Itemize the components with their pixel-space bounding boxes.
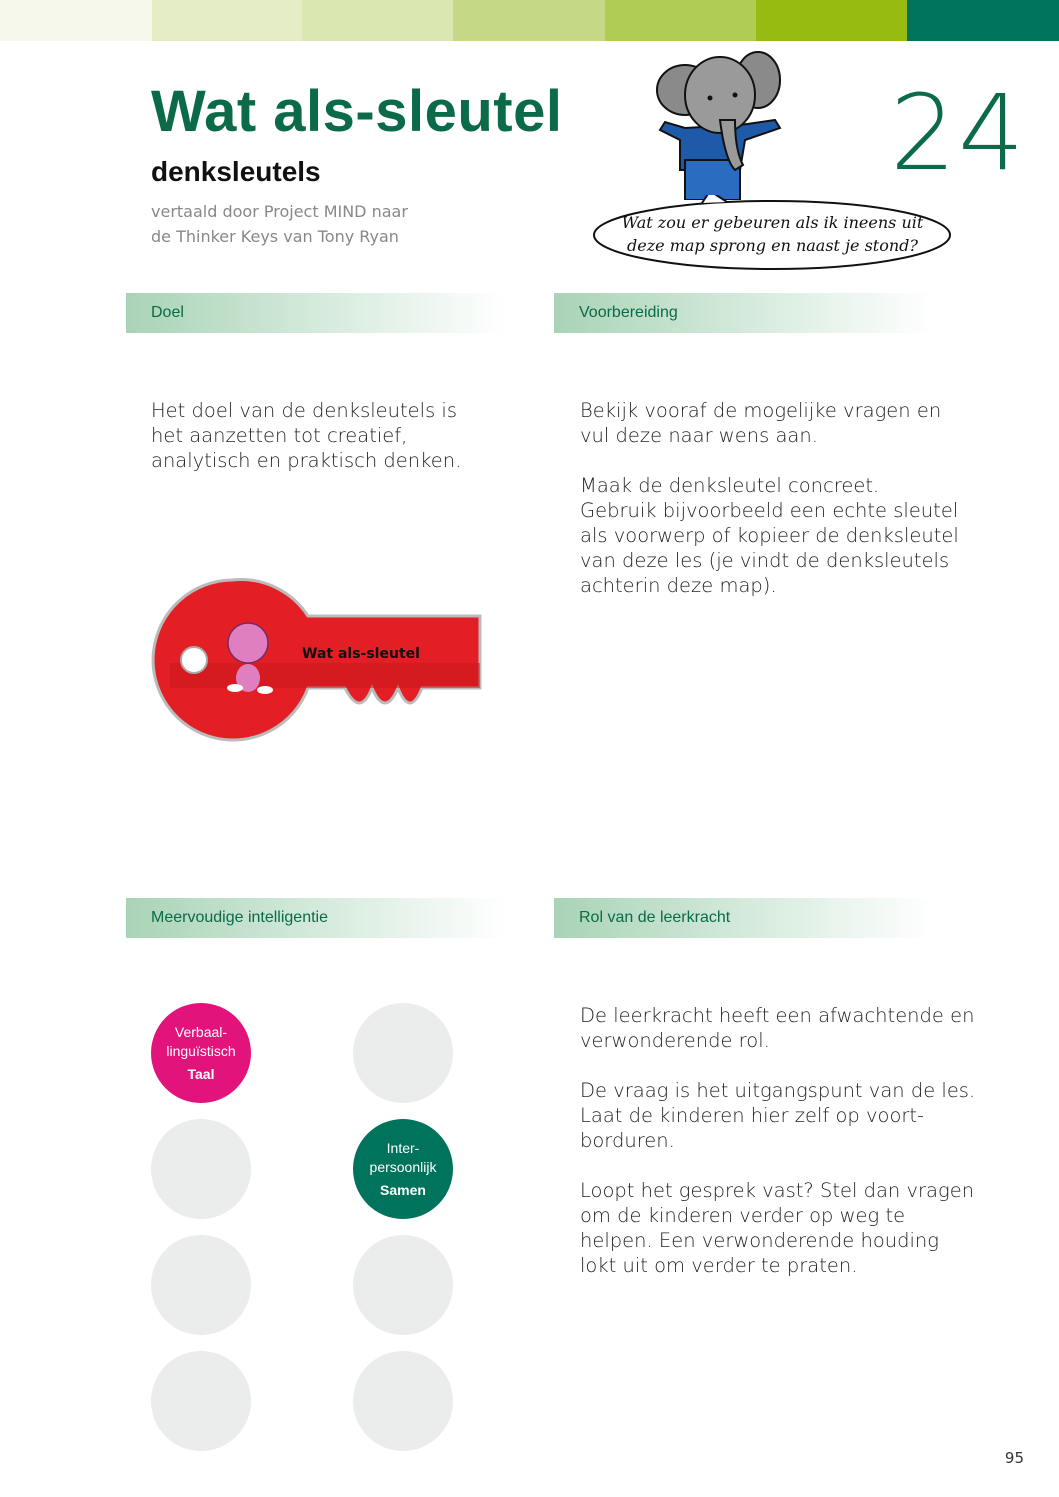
paragraph: Maak de denksleutel concreet. Gebruik bijvoorbeeld een echte sleutel als voorwerp of kopieer de denksleutel van deze les (je vindt de denksleutels achterin deze map). <box>580 474 959 597</box>
intelligence-circle-samen <box>353 1119 453 1219</box>
voorbereiding-text <box>580 398 960 623</box>
intelligence-circle-empty <box>151 1351 251 1451</box>
section-header-voorbereiding: Voorbereiding <box>554 293 934 333</box>
intelligence-circle-empty <box>353 1235 453 1335</box>
intelligence-circle-empty <box>353 1351 453 1451</box>
section-header-doel: Doel <box>126 293 506 333</box>
lesson-number: 24 <box>890 72 1027 194</box>
paragraph: De vraag is het uitgangspunt van de les. Laat de kinderen hier zelf op voort-borduren. <box>580 1079 976 1152</box>
credit-line: vertaald door Project MIND naar <box>151 202 408 221</box>
doel-text <box>151 398 491 498</box>
intelligence-name: persoonlijk <box>369 1158 437 1175</box>
intelligence-name: Verbaal- <box>174 1023 228 1040</box>
speech-line: Wat zou er gebeuren als ik ineens uit <box>621 213 924 232</box>
intelligence-circle-empty <box>151 1119 251 1219</box>
section-header-rol: Rol van de leerkracht <box>554 898 934 938</box>
page-number: 95 <box>1004 1449 1024 1467</box>
section-header-intelligentie: Meervoudige intelligentie <box>126 898 506 938</box>
stripe <box>0 0 152 41</box>
credit-text <box>151 199 451 249</box>
paragraph: De leerkracht heeft een afwachtende en verwonderende rol. <box>580 1004 975 1052</box>
page-title: Wat als-sleutel <box>151 79 563 144</box>
intelligence-label: Taal <box>187 1065 215 1082</box>
stripe <box>453 0 605 41</box>
intelligence-circle-empty <box>151 1235 251 1335</box>
stripe <box>302 0 453 41</box>
stripe <box>756 0 907 41</box>
stripe <box>605 0 756 41</box>
paragraph: Bekijk vooraf de mogelijke vragen en vul deze naar wens aan. <box>580 399 942 447</box>
stripe <box>907 0 1059 41</box>
speech-line: deze map sprong en naast je stond? <box>627 236 918 255</box>
credit-line: de Thinker Keys van Tony Ryan <box>151 227 399 246</box>
intelligence-circle-taal <box>151 1003 251 1103</box>
elephant-illustration <box>640 50 800 200</box>
intelligence-circle-empty <box>353 1003 453 1103</box>
intelligence-name: linguïstisch <box>166 1042 236 1059</box>
page-subtitle: denksleutels <box>151 156 321 187</box>
key-label: Wat als-sleutel <box>302 646 420 662</box>
paragraph: Het doel van de denksleutels is het aanzetten tot creatief, analytisch en praktisch denken. <box>151 399 462 472</box>
stripe <box>152 0 302 41</box>
intelligence-name: Inter- <box>386 1139 420 1156</box>
intelligence-label: Samen <box>380 1181 426 1198</box>
speech-bubble-text <box>600 211 945 257</box>
rol-text <box>580 1003 980 1303</box>
paragraph: Loopt het gesprek vast? Stel dan vragen om de kinderen verder op weg te helpen. Een verwonderende houding lokt uit om verder te praten. <box>580 1179 975 1277</box>
